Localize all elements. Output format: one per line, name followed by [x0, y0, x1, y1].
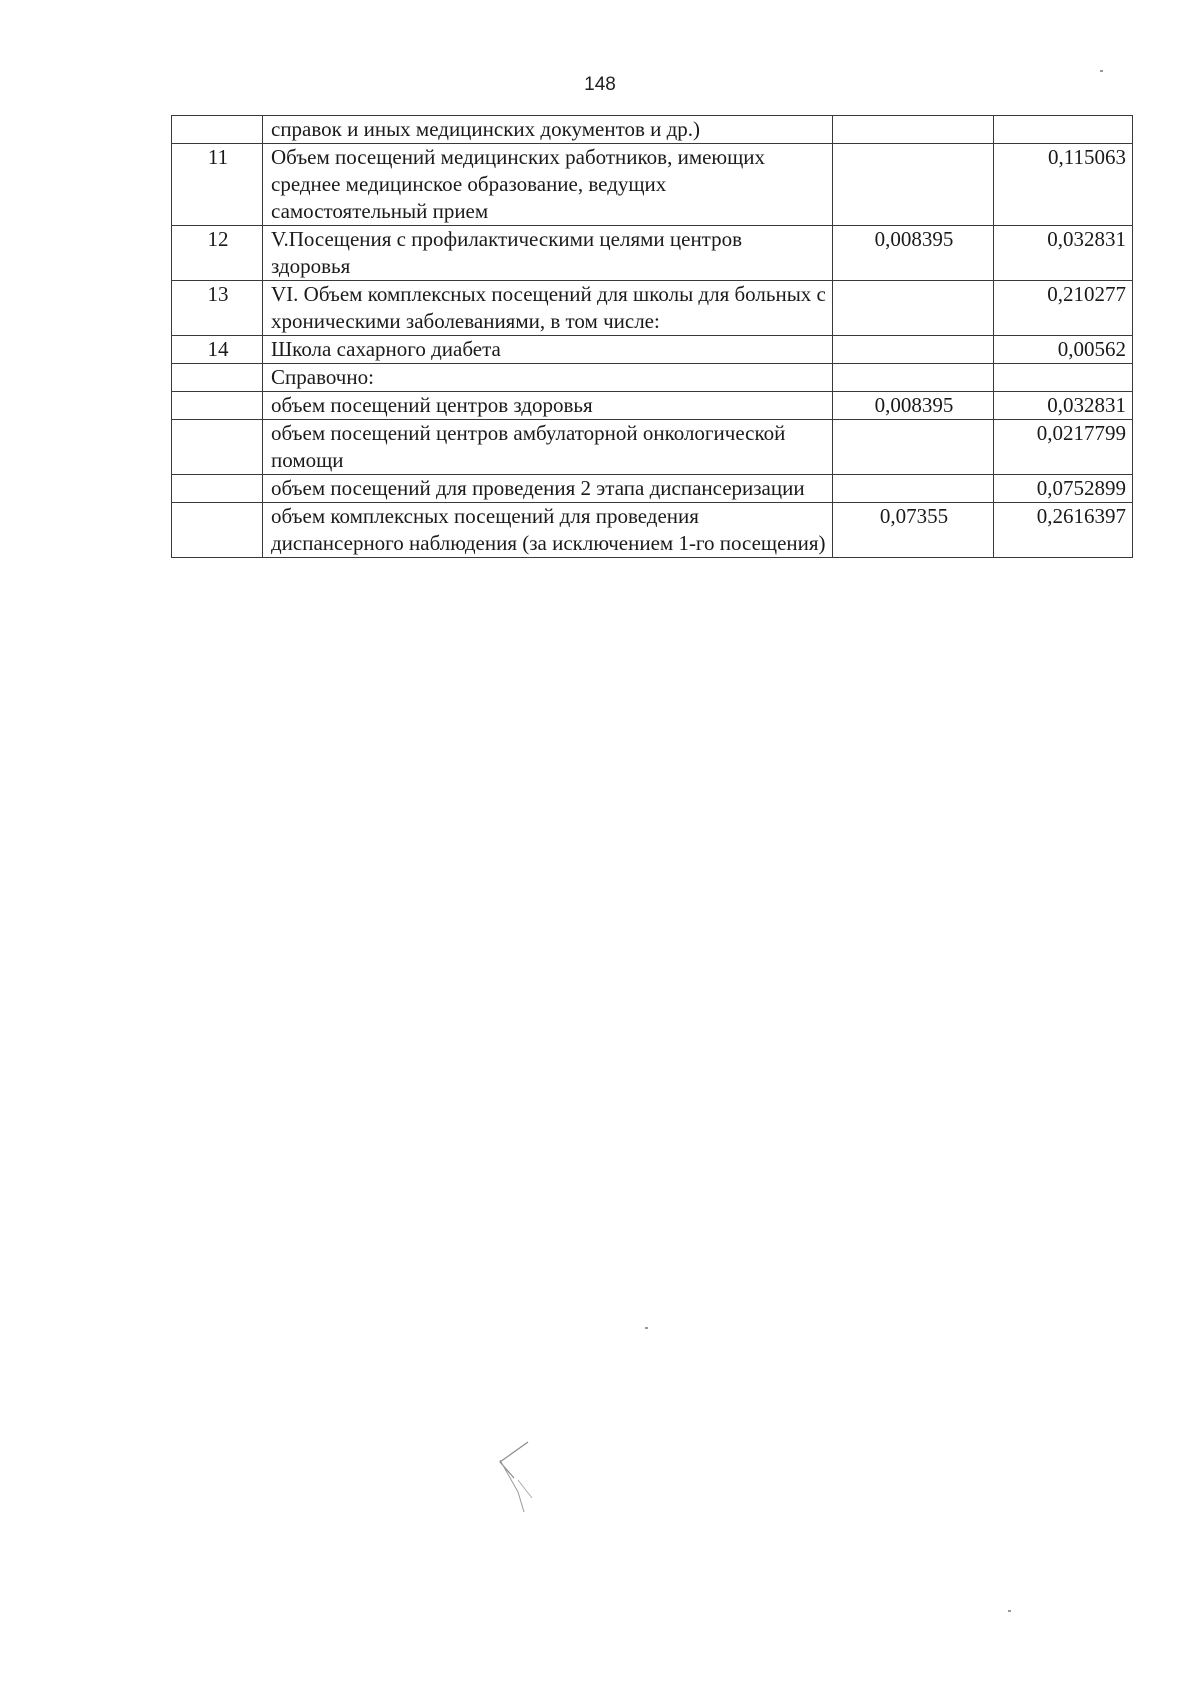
- row-description: объем посещений для проведения 2 этапа диспансеризации: [263, 475, 833, 503]
- volume-table: [171, 115, 1133, 558]
- row-value-1: [833, 475, 994, 503]
- row-number: [172, 503, 263, 558]
- row-description: Справочно:: [263, 364, 833, 392]
- page-number: 148: [584, 74, 616, 95]
- row-description: V.Посещения с профилактическими целями центров здоровья: [263, 226, 833, 281]
- row-value-2: 0,0217799: [994, 420, 1133, 475]
- row-value-1: [833, 364, 994, 392]
- row-value-1: [833, 281, 994, 336]
- row-number: [172, 364, 263, 392]
- table-row: [172, 144, 1133, 226]
- row-number: 14: [172, 336, 263, 364]
- row-value-1: [833, 116, 994, 144]
- table-row: [172, 336, 1133, 364]
- row-value-2: 0,0752899: [994, 475, 1133, 503]
- row-description: VI. Объем комплексных посещений для школы для больных с хроническими заболеваниями, в том числе:: [263, 281, 833, 336]
- row-value-1: 0,008395: [833, 392, 994, 420]
- row-number: [172, 116, 263, 144]
- row-number: [172, 420, 263, 475]
- row-value-2: 0,00562: [994, 336, 1133, 364]
- table-row: [172, 226, 1133, 281]
- row-value-2: 0,115063: [994, 144, 1133, 226]
- row-description: объем посещений центров амбулаторной онкологической помощи: [263, 420, 833, 475]
- table-row: [172, 475, 1133, 503]
- table-row: [172, 392, 1133, 420]
- row-value-1: [833, 336, 994, 364]
- row-value-2: 0,032831: [994, 392, 1133, 420]
- scan-speck: [1008, 1610, 1011, 1612]
- row-value-1: 0,07355: [833, 503, 994, 558]
- row-value-2: [994, 116, 1133, 144]
- row-description: Школа сахарного диабета: [263, 336, 833, 364]
- table-row: [172, 116, 1133, 144]
- row-number: 11: [172, 144, 263, 226]
- row-description: Объем посещений медицинских работников, имеющих среднее медицинское образование, ведущих самостоятельный прием: [263, 144, 833, 226]
- row-value-1: 0,008395: [833, 226, 994, 281]
- scan-speck: [645, 1327, 648, 1329]
- row-number: [172, 392, 263, 420]
- row-description: объем посещений центров здоровья: [263, 392, 833, 420]
- table-row: [172, 420, 1133, 475]
- row-value-2: [994, 364, 1133, 392]
- row-value-1: [833, 144, 994, 226]
- row-value-2: 0,210277: [994, 281, 1133, 336]
- row-number: 12: [172, 226, 263, 281]
- row-description: справок и иных медицинских документов и др.): [263, 116, 833, 144]
- row-number: 13: [172, 281, 263, 336]
- row-value-2: 0,2616397: [994, 503, 1133, 558]
- row-number: [172, 475, 263, 503]
- table-row: [172, 364, 1133, 392]
- scan-speck: [1100, 70, 1103, 72]
- row-value-2: 0,032831: [994, 226, 1133, 281]
- pen-mark: [490, 1420, 570, 1530]
- table-row: [172, 281, 1133, 336]
- row-value-1: [833, 420, 994, 475]
- row-description: объем комплексных посещений для проведения диспансерного наблюдения (за исключением 1-го посещения): [263, 503, 833, 558]
- table-row: [172, 503, 1133, 558]
